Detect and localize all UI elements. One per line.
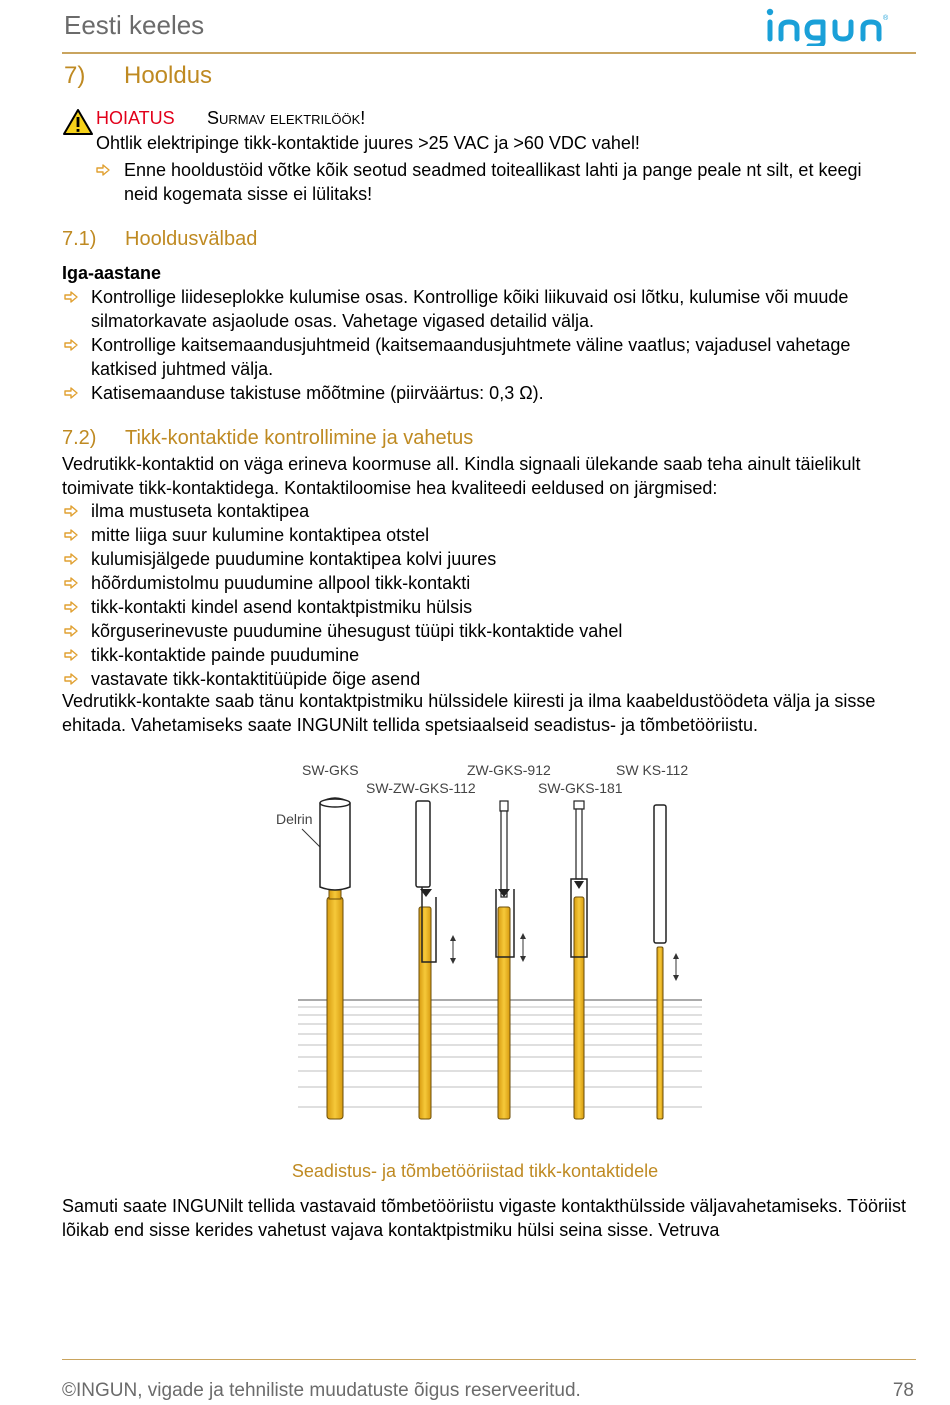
- list-item-text: ilma mustuseta kontaktipea: [91, 501, 310, 521]
- section-title: Hooldus: [124, 62, 213, 89]
- list-item: [62, 595, 912, 619]
- warning-triangle-icon: [62, 108, 94, 136]
- warning-bullet: [96, 158, 896, 206]
- tool-sw-ks-112: [654, 805, 679, 1119]
- header-language: Eesti keeles: [64, 10, 205, 40]
- list-item-text: Kontrollige kaitsemaandusjuhtmeid (kaitsemaandusjuhtmete väline vaatlus; vajadusel vahetage katkised juhtmed välja.: [91, 335, 851, 379]
- list-item-text: Katisemaanduse takistuse mõõtmine (piirväärtus: 0,3 Ω).: [91, 383, 544, 403]
- list-item: [62, 547, 912, 571]
- footer-rule: [62, 1359, 916, 1360]
- subsection-title: Hooldusvälbad: [125, 228, 258, 250]
- page-number: 78: [892, 1380, 914, 1401]
- arrow-right-icon: [64, 291, 78, 303]
- list-item-text: mitte liiga suur kulumine kontaktipea otstel: [91, 525, 430, 545]
- arrow-right-icon: [64, 673, 78, 685]
- arrow-right-icon: [64, 529, 78, 541]
- arrow-right-icon: [64, 387, 78, 399]
- footer-copyright: ©INGUN, vigade ja tehniliste muudatuste õigus reserveeritud.: [62, 1380, 581, 1401]
- list-item-text: kulumisjälgede puudumine kontaktipea kolvi juures: [91, 549, 497, 569]
- arrow-right-icon: [64, 649, 78, 661]
- svg-text:®: ®: [883, 15, 889, 22]
- list-item-text: vastavate tikk-kontaktitüüpide õige asend: [91, 669, 421, 689]
- list-item: [62, 381, 912, 405]
- arrow-right-icon: [64, 553, 78, 565]
- label-sw-ks-112: SW KS-112: [616, 762, 689, 778]
- arrow-right-icon: [96, 164, 110, 176]
- subsection-title: Tikk-kontaktide kontrollimine ja vahetus: [125, 427, 474, 449]
- section-heading: [64, 62, 212, 90]
- arrow-right-icon: [64, 577, 78, 589]
- list-item-text: kõrguserinevuste puudumine ühesugust tüüpi tikk-kontaktide vahel: [91, 621, 623, 641]
- ingun-logo: [765, 6, 917, 46]
- arrow-right-icon: [64, 505, 78, 517]
- maintenance-list: [62, 285, 912, 405]
- subsection-number: 7.1): [62, 228, 97, 250]
- list-item: [62, 523, 912, 547]
- arrow-right-icon: [64, 339, 78, 351]
- tool-figure: [270, 757, 710, 1157]
- list-item-text: tikk-kontaktide painde puudumine: [91, 645, 360, 665]
- quality-list: [62, 499, 912, 691]
- label-zw-gks-912: ZW-GKS-912: [467, 762, 551, 778]
- list-item: [62, 667, 912, 691]
- list-item: [62, 619, 912, 643]
- intro-paragraph: Vedrutikk-kontaktid on väga erineva koormuse all. Kindla signaali ülekande saab teha ainult täielikult toimivate tikk-kontaktidega. Kontaktiloomise hea kvaliteedi eeldused on järgmised:: [62, 454, 861, 498]
- list-item: [62, 499, 912, 523]
- warning-line: Ohtlik elektripinge tikk-kontaktide juures >25 VAC ja >60 VDC vahel!: [96, 133, 640, 153]
- list-item: [62, 571, 912, 595]
- label-sw-zw-gks-112: SW-ZW-GKS-112: [366, 780, 476, 796]
- header-rule: [62, 52, 916, 54]
- list-item: [62, 285, 912, 333]
- label-delrin: Delrin: [276, 811, 313, 827]
- subsection-number: 7.2): [62, 427, 97, 449]
- warning-label: HOIATUS: [96, 108, 175, 128]
- interval-label: Iga-aastane: [62, 263, 162, 283]
- arrow-right-icon: [64, 625, 78, 637]
- list-item-text: tikk-kontakti kindel asend kontaktpistmiku hülsis: [91, 597, 473, 617]
- subsection-heading-7-1: [62, 228, 257, 251]
- figure-caption: Seadistus- ja tõmbetööriistad tikk-kontaktidele: [291, 1161, 659, 1181]
- section-number: 7): [64, 62, 86, 89]
- label-sw-gks-181: SW-GKS-181: [538, 780, 623, 796]
- outro-paragraph: Vedrutikk-kontakte saab tänu kontaktpistmiku hülssidele kiiresti ja ilma kaabeldustöödeta välja ja sisse ehitada. Vahetamiseks saate INGUNilt tellida spetsiaalseid seadistus- ja tõmbetööriistu.: [62, 691, 876, 735]
- subsection-heading-7-2: [62, 427, 473, 450]
- closing-paragraph: Samuti saate INGUNilt tellida vastavaid tõmbetööriistu vigaste kontakthülsside väljavahetamiseks. Tööriist lõikab end sisse kerides vahetust vajava kontaktpistmiku hülsi seina sisse. Vetruva: [62, 1196, 907, 1240]
- warning-bullet-text: Enne hooldustöid võtke kõik seotud seadmed toiteallikast lahti ja pange peale nt silt, et keegi neid kogemata sisse ei lülitaks!: [124, 160, 862, 204]
- list-item-text: hõõrdumistolmu puudumine allpool tikk-kontakti: [91, 573, 471, 593]
- list-item: [62, 333, 912, 381]
- label-sw-gks: SW-GKS: [302, 762, 359, 778]
- warning-title: Surmav elektrilöök!: [207, 108, 366, 128]
- arrow-right-icon: [64, 601, 78, 613]
- list-item: [62, 643, 912, 667]
- list-item-text: Kontrollige liideseplokke kulumise osas. Kontrollige kõiki liikuvaid osi lõtku, kulumise või muude silmatorkavate asjaolude osas. Vahetage vigased detailid välja.: [91, 287, 849, 331]
